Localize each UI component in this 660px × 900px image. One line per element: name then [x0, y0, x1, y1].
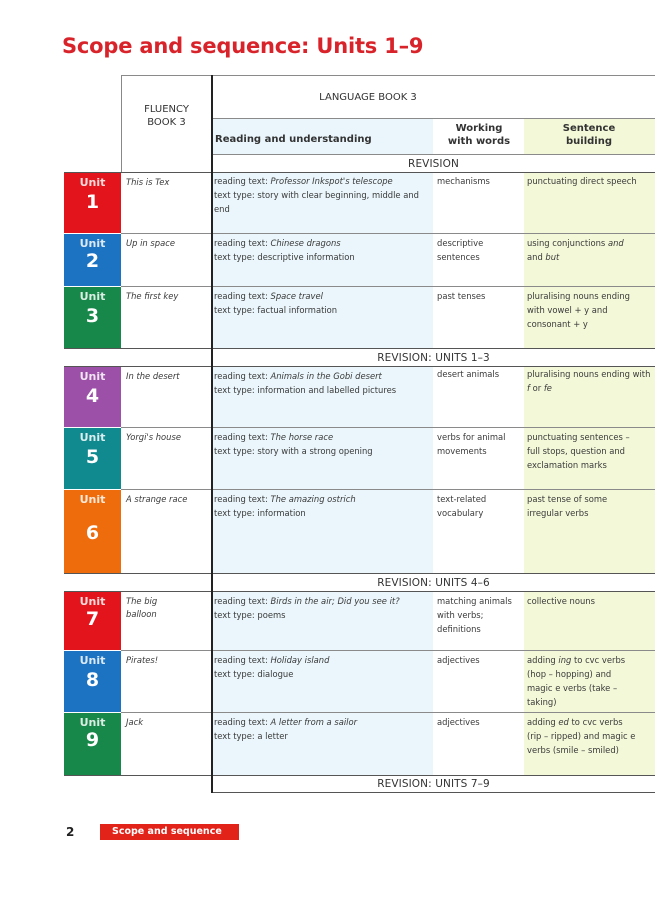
reading-prefix: reading text: — [214, 176, 271, 186]
row-divider — [64, 591, 655, 592]
unit-number: 9 — [85, 729, 100, 751]
row-divider — [121, 489, 655, 490]
fluency-title: This is Tex — [126, 177, 170, 187]
row-divider — [121, 427, 655, 428]
fluency-title: The first key — [126, 291, 179, 301]
working-cell: past tenses — [437, 291, 486, 301]
fluency-book-header — [121, 103, 212, 129]
reading-cell — [214, 594, 432, 622]
working-cell: text-related vocabulary — [437, 494, 487, 518]
revision-row: REVISION: UNITS 4–6 — [377, 577, 490, 589]
working-header-line1: Working — [455, 123, 503, 134]
revision-row: REVISION — [408, 158, 459, 170]
text-type: text type: poems — [214, 610, 286, 620]
text-type: text type: dialogue — [214, 669, 294, 679]
unit-badge-5 — [64, 428, 121, 489]
fluency-title: A strange race — [126, 494, 188, 504]
unit-badge-4 — [64, 367, 121, 427]
sentence-column-header — [526, 122, 652, 148]
table-bottom-border — [213, 792, 655, 793]
header-divider — [213, 118, 655, 119]
working-cell: mechanisms — [437, 176, 490, 186]
table-top-border — [121, 75, 655, 76]
sentence-text: to cvc verbs (hop – hopping) and magic e verbs (take – taking) — [527, 655, 626, 707]
reading-cell — [214, 653, 432, 681]
section-label: Scope and sequence — [100, 824, 239, 840]
reading-column-header: Reading and understanding — [215, 134, 372, 145]
working-cell: desert animals — [437, 369, 500, 379]
reading-title: Holiday island — [270, 655, 330, 665]
page-number: 2 — [66, 825, 75, 839]
text-type: text type: story with a strong opening — [214, 446, 373, 456]
fluency-title: Pirates! — [126, 655, 159, 665]
fluency-header-line2: BOOK 3 — [147, 117, 186, 128]
sentence-text: to cvc verbs (rip – ripped) and magic e verbs (smile – smiled) — [527, 717, 636, 755]
sentence-cell: punctuating direct speech — [527, 176, 637, 186]
unit-number: 5 — [85, 446, 100, 468]
unit-number: 2 — [85, 250, 100, 272]
working-cell: descriptive sentences — [437, 238, 484, 262]
sentence-header-line1: Sentence — [562, 123, 616, 134]
unit-label: Unit — [79, 290, 106, 303]
sentence-cell: punctuating sentences – full stops, question and exclamation marks — [527, 432, 630, 470]
sentence-italic: and — [607, 238, 624, 248]
unit-label: Unit — [79, 493, 106, 506]
sentence-cell: collective nouns — [527, 596, 595, 606]
reading-title: Birds in the air; Did you see it? — [270, 596, 400, 606]
reading-title: A letter from a sailor — [270, 717, 358, 727]
fluency-header-line1: FLUENCY — [144, 104, 189, 115]
unit-badge-3 — [64, 287, 121, 348]
row-divider — [121, 233, 655, 234]
unit-label: Unit — [79, 370, 106, 383]
sentence-cell — [527, 236, 637, 264]
sentence-text: using conjunctions — [527, 238, 608, 248]
sentence-cell — [527, 653, 637, 709]
reading-title: The amazing ostrich — [270, 494, 356, 504]
unit-badge-6 — [64, 490, 121, 573]
text-type: text type: a letter — [214, 731, 288, 741]
row-divider — [121, 712, 655, 713]
reading-prefix: reading text: — [214, 291, 271, 301]
reading-cell — [214, 715, 432, 743]
working-column-header — [436, 122, 522, 148]
sentence-text: adding — [527, 717, 559, 727]
reading-cell — [214, 236, 432, 264]
row-divider — [121, 650, 655, 651]
reading-prefix: reading text: — [214, 596, 271, 606]
reading-title: Chinese dragons — [270, 238, 341, 248]
row-divider — [64, 172, 655, 173]
sentence-italic: but — [545, 252, 560, 262]
reading-cell — [214, 174, 432, 216]
reading-cell — [214, 369, 432, 397]
revision-row: REVISION: UNITS 7–9 — [377, 778, 490, 790]
sentence-text: adding — [527, 655, 559, 665]
fluency-title: In the desert — [126, 371, 180, 381]
fluency-title: Jack — [126, 717, 144, 727]
sentence-italic: fe — [543, 383, 552, 393]
reading-cell — [214, 289, 432, 317]
reading-prefix: reading text: — [214, 655, 271, 665]
unit-badge-9 — [64, 713, 121, 775]
reading-title: Animals in the Gobi desert — [270, 371, 382, 381]
working-header-line2: with words — [447, 136, 511, 147]
text-type: text type: descriptive information — [214, 252, 355, 262]
unit-badge-8 — [64, 651, 121, 712]
reading-title: The horse race — [270, 432, 334, 442]
working-cell: adjectives — [437, 655, 480, 665]
unit-number: 1 — [85, 191, 100, 213]
working-cell: adjectives — [437, 717, 480, 727]
working-cell: verbs for animal movements — [437, 432, 506, 456]
unit-label: Unit — [79, 654, 106, 667]
unit-badge-2 — [64, 234, 121, 286]
reading-title: Space travel — [270, 291, 323, 301]
reading-cell — [214, 430, 432, 458]
text-type: text type: factual information — [214, 305, 338, 315]
text-type: text type: information — [214, 508, 306, 518]
sentence-cell — [527, 715, 637, 757]
unit-number: 3 — [85, 305, 100, 327]
sentence-header-line2: building — [566, 136, 612, 147]
reading-prefix: reading text: — [214, 432, 271, 442]
text-type: text type: story with clear beginning, middle and end — [214, 190, 419, 214]
unit-number: 4 — [85, 385, 100, 407]
row-divider — [64, 348, 655, 349]
sentence-italic: ing — [558, 655, 572, 665]
row-divider — [64, 573, 655, 574]
language-book-header: LANGUAGE BOOK 3 — [319, 92, 417, 103]
fluency-title: The big balloon — [126, 596, 158, 619]
page-title: Scope and sequence: Units 1–9 — [62, 34, 424, 58]
reading-title: Professor Inkspot's telescope — [270, 176, 393, 186]
sentence-cell: pluralising nouns ending with vowel + y and consonant + y — [527, 291, 630, 329]
sentence-cell — [527, 367, 652, 395]
reading-cell — [214, 492, 432, 520]
sentence-cell: past tense of some irregular verbs — [527, 494, 608, 518]
sentence-italic: f — [527, 383, 530, 393]
reading-prefix: reading text: — [214, 494, 271, 504]
column-header-bottom — [213, 154, 655, 155]
unit-label: Unit — [79, 237, 106, 250]
unit-label: Unit — [79, 595, 106, 608]
reading-prefix: reading text: — [214, 717, 271, 727]
unit-badge-7 — [64, 592, 121, 650]
text-type: text type: information and labelled pictures — [214, 385, 397, 395]
sentence-italic: ed — [558, 717, 569, 727]
sentence-text: and — [527, 252, 546, 262]
sentence-text: pluralising nouns ending with — [527, 369, 651, 379]
unit-label: Unit — [79, 716, 106, 729]
unit-number: 6 — [85, 522, 100, 544]
row-divider — [121, 286, 655, 287]
unit-label: Unit — [79, 431, 106, 444]
main-vertical-divider — [211, 75, 213, 793]
sentence-text: or — [529, 383, 544, 393]
fluency-title: Yorgi's house — [126, 432, 181, 442]
reading-prefix: reading text: — [214, 238, 271, 248]
reading-prefix: reading text: — [214, 371, 271, 381]
revision-row: REVISION: UNITS 1–3 — [377, 352, 490, 364]
fluency-title: Up in space — [126, 238, 175, 248]
unit-badge-1 — [64, 173, 121, 233]
unit-number: 8 — [85, 669, 100, 691]
unit-number: 7 — [85, 608, 100, 630]
unit-label: Unit — [79, 176, 106, 189]
working-cell: matching animals with verbs; definitions — [437, 596, 512, 634]
